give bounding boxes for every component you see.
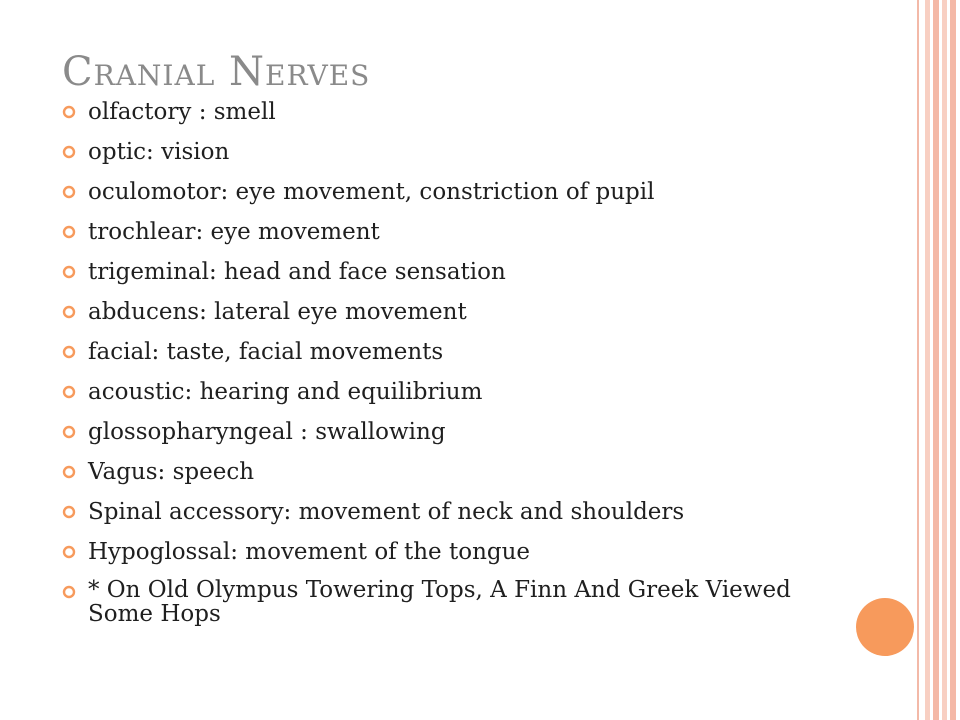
bullet-text: oculomotor: eye movement, constriction of pupil xyxy=(88,179,655,205)
bullet-list xyxy=(62,98,852,626)
ring-bullet-icon xyxy=(62,585,76,599)
ring-bullet-icon xyxy=(62,465,76,479)
ring-bullet-icon xyxy=(62,545,76,559)
slide-title: Cranial Nerves xyxy=(62,49,371,95)
ring-bullet-icon xyxy=(62,425,76,439)
bullet-text: trigeminal: head and face sensation xyxy=(88,259,506,285)
list-item xyxy=(62,578,852,626)
bullet-text: facial: taste, facial movements xyxy=(88,339,444,365)
list-item xyxy=(62,218,852,258)
ring-bullet-icon xyxy=(62,505,76,519)
bullet-text: * On Old Olympus Towering Tops, A Finn And Greek Viewed Some Hops xyxy=(88,577,791,627)
list-item xyxy=(62,378,852,418)
decorative-circle xyxy=(856,598,914,656)
decorative-stripe xyxy=(925,0,930,720)
ring-bullet-icon xyxy=(62,185,76,199)
list-item xyxy=(62,298,852,338)
bullet-text: olfactory : smell xyxy=(88,99,276,125)
list-item xyxy=(62,538,852,578)
bullet-text: optic: vision xyxy=(88,139,230,165)
bullet-text: Vagus: speech xyxy=(88,459,255,485)
ring-bullet-icon xyxy=(62,145,76,159)
bullet-text: glossopharyngeal : swallowing xyxy=(88,419,446,445)
ring-bullet-icon xyxy=(62,105,76,119)
bullet-text: Hypoglossal: movement of the tongue xyxy=(88,539,531,565)
ring-bullet-icon xyxy=(62,225,76,239)
list-item xyxy=(62,98,852,138)
list-item xyxy=(62,498,852,538)
list-item xyxy=(62,138,852,178)
list-item xyxy=(62,178,852,218)
decorative-stripe xyxy=(950,0,956,720)
bullet-text: trochlear: eye movement xyxy=(88,219,380,245)
ring-bullet-icon xyxy=(62,345,76,359)
decorative-stripe xyxy=(933,0,939,720)
ring-bullet-icon xyxy=(62,265,76,279)
bullet-text: abducens: lateral eye movement xyxy=(88,299,467,325)
bullet-text: Spinal accessory: movement of neck and shoulders xyxy=(88,499,685,525)
ring-bullet-icon xyxy=(62,305,76,319)
bullet-text: acoustic: hearing and equilibrium xyxy=(88,379,483,405)
list-item xyxy=(62,418,852,458)
list-item xyxy=(62,338,852,378)
decorative-stripe xyxy=(942,0,947,720)
list-item xyxy=(62,258,852,298)
ring-bullet-icon xyxy=(62,385,76,399)
list-item xyxy=(62,458,852,498)
